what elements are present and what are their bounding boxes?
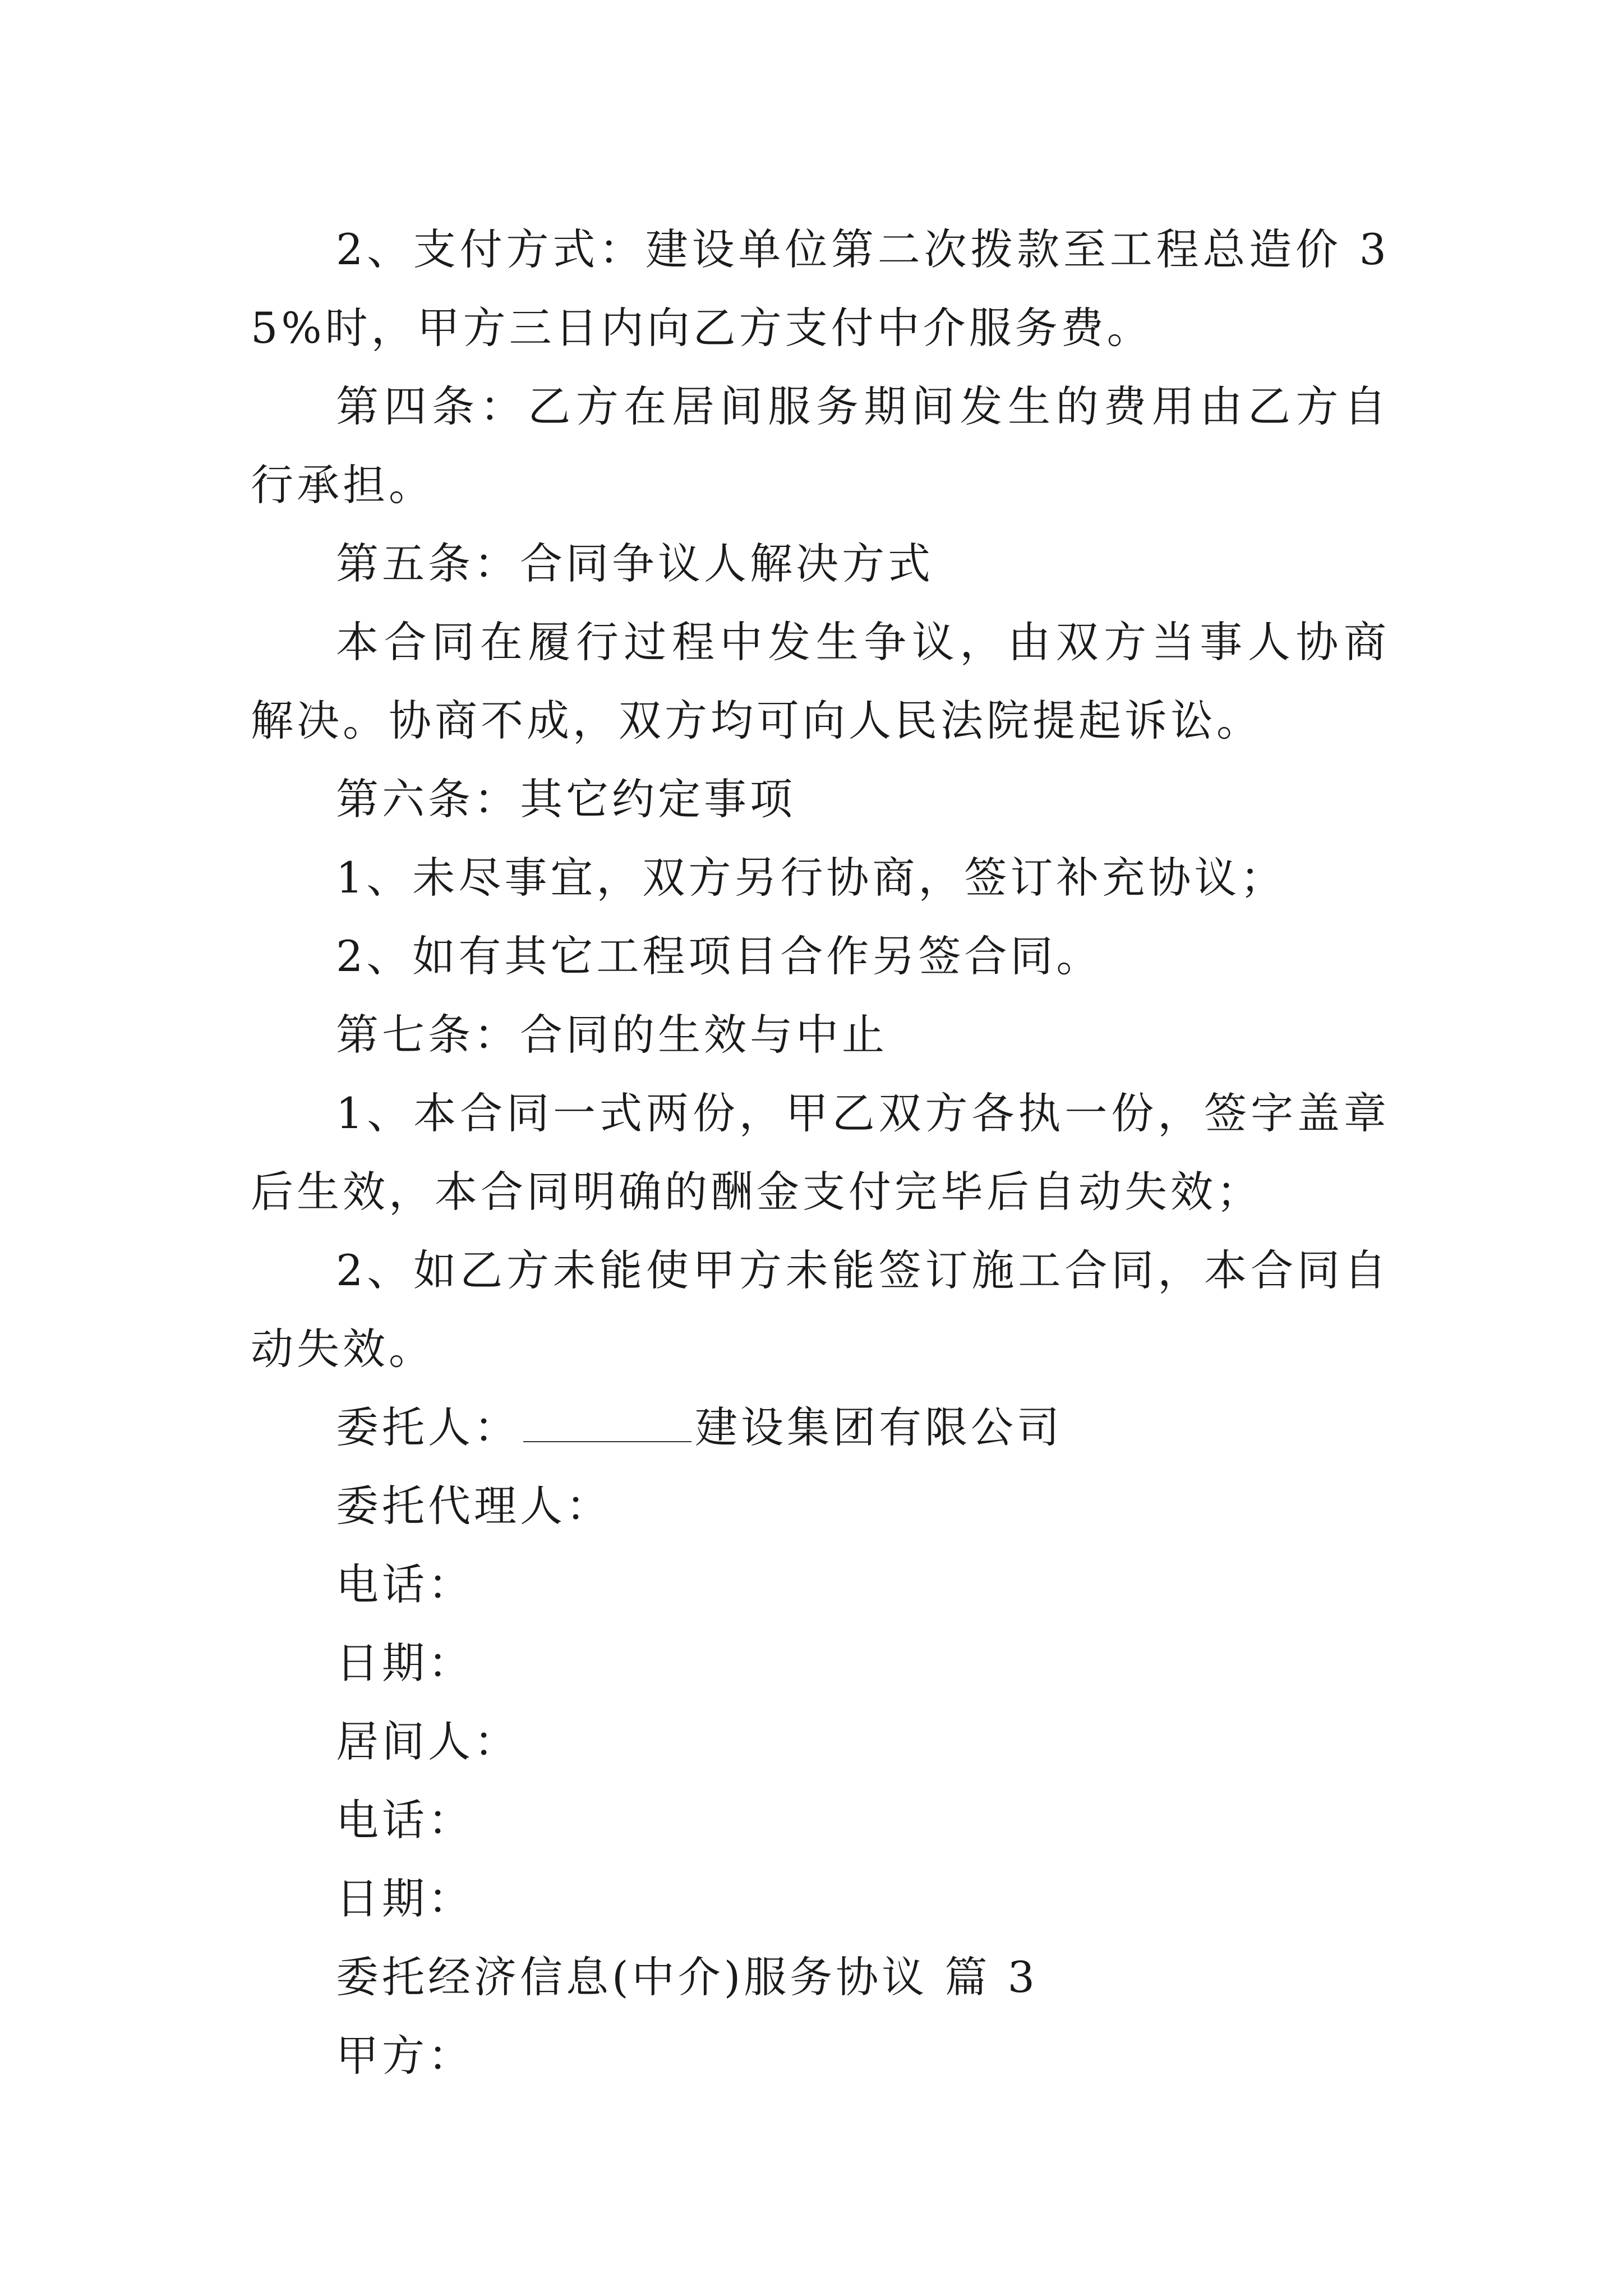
client-label: 委托人： — [336, 1402, 520, 1452]
signature-phone-line-2: 电话： — [336, 1795, 474, 1845]
clause-article-6-item-2: 2、如有其它工程项目合作另签合同。 — [336, 931, 1103, 981]
clause-payment-method: 2、支付方式：建设单位第二次拨款至工程总造价 35%时，甲方三日内向乙方支付中介服务费。 — [251, 224, 1390, 353]
party-a-line: 甲方： — [336, 2031, 474, 2081]
clause-article-7-heading: 第七条：合同的生效与中止 — [336, 1010, 888, 1060]
signature-client-line — [251, 1388, 1390, 1467]
signature-date-line-1: 日期： — [336, 1638, 474, 1688]
client-name-blank — [523, 1404, 691, 1442]
signature-date-line-2: 日期： — [336, 1874, 474, 1924]
signature-phone-line-1: 电话： — [336, 1559, 474, 1609]
clause-article-7-item-1: 1、本合同一式两份，甲乙双方各执一份，签字盖章后生效，本合同明确的酬金支付完毕后自动失效； — [251, 1088, 1390, 1217]
next-section-title: 委托经济信息(中介)服务协议 篇 3 — [336, 1952, 1038, 2002]
clause-dispute-resolution: 本合同在履行过程中发生争议，由双方当事人协商解决。协商不成，双方均可向人民法院提起诉讼。 — [251, 617, 1390, 746]
client-company: 建设集团有限公司 — [695, 1402, 1063, 1452]
clause-article-4: 第四条：乙方在居间服务期间发生的费用由乙方自行承担。 — [251, 381, 1390, 510]
signature-intermediary-line: 居间人： — [336, 1717, 520, 1766]
clause-article-6-item-1: 1、未尽事宜，双方另行协商，签订补充协议； — [336, 853, 1287, 903]
signature-agent-line: 委托代理人： — [336, 1481, 612, 1531]
document-body — [251, 210, 1390, 2095]
clause-article-5-heading: 第五条：合同争议人解决方式 — [336, 539, 934, 588]
clause-article-7-item-2: 2、如乙方未能使甲方未能签订施工合同，本合同自动失效。 — [251, 1245, 1390, 1374]
clause-article-6-heading: 第六条：其它约定事项 — [336, 774, 796, 824]
